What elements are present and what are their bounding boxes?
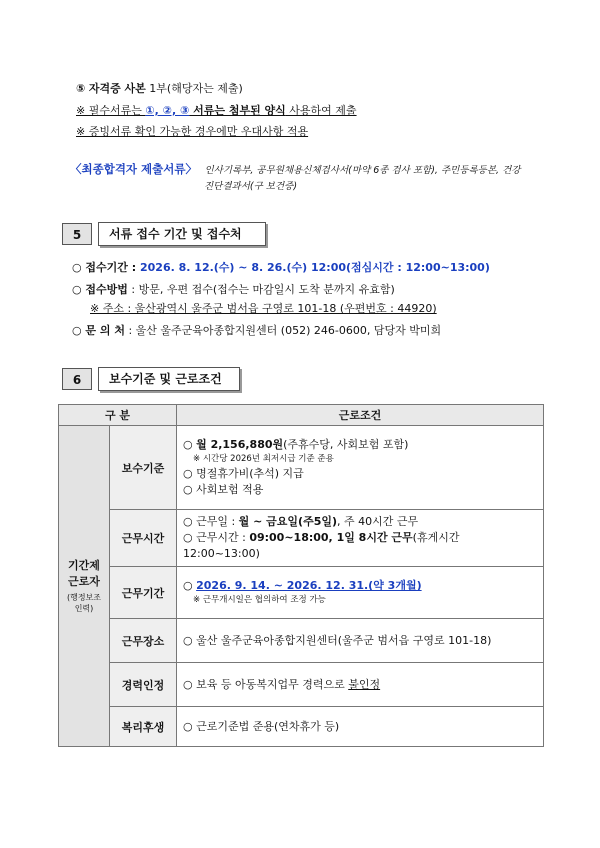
top-block — [76, 82, 556, 142]
worker-type-cell: 기간제 근로자 (행정보조 인력) — [59, 426, 110, 747]
final-docs — [70, 162, 560, 196]
header-condition: 근로조건 — [177, 405, 544, 426]
preference-note: ※ 증빙서류 확인 가능한 경우에만 우대사항 적용 — [76, 125, 309, 138]
table-row — [59, 619, 544, 663]
pay-cell: ○ 월 2,156,880원(주휴수당, 사회보험 포함) ※ 시간당 2026년 최저시급 기준 준용 ○ 명절휴가비(추석) 지급 ○ 사회보험 적용 — [177, 426, 544, 510]
period-value: 2026. 8. 12.(수) ~ 8. 26.(수) 12:00(점심시간 : 12:00~13:00) — [140, 261, 490, 274]
place-label: 근무장소 — [110, 619, 177, 663]
header-category: 구 분 — [59, 405, 177, 426]
table-row — [59, 426, 544, 510]
table-row — [59, 567, 544, 619]
table-header-row — [59, 405, 544, 426]
method-line: ○ 접수방법 : 방문, 우편 접수(접수는 마감일시 도착 분까지 유효함) — [72, 283, 395, 296]
section-5-title: 서류 접수 기간 및 접수처 — [98, 222, 266, 246]
final-docs-label: 〈최종합격자 제출서류〉 — [70, 162, 197, 176]
welfare-label: 복리후생 — [110, 707, 177, 747]
pay-label: 보수기준 — [110, 426, 177, 510]
table-row — [59, 663, 544, 707]
hours-label: 근무시간 — [110, 510, 177, 567]
required-docs-note: ※ 필수서류는 ①, ②, ③ 서류는 첨부된 양식 사용하여 제출 — [76, 104, 357, 117]
period-line: ○ 접수기간 : 2026. 8. 12.(수) ~ 8. 26.(수) 12:00(점심시간 : 12:00~13:00) — [72, 261, 490, 274]
period-label: 근무기간 — [110, 567, 177, 619]
welfare-cell: ○ 근로기준법 준용(연차휴가 등) — [177, 707, 544, 747]
section-5-number: 5 — [62, 223, 92, 245]
final-docs-text-1: 인사기록부, 공무원채용신체검사서(마약 6종 검사 포함), 주민등록등본, 건강 — [204, 165, 521, 176]
certificate-label: 자격증 사본 — [88, 82, 146, 95]
circled-5: ⑤ — [76, 82, 86, 95]
table-row — [59, 510, 544, 567]
place-cell: ○ 울산 울주군육아종합지원센터(울주군 범서읍 구영로 101-18) — [177, 619, 544, 663]
section-6-number: 6 — [62, 368, 92, 390]
hours-cell: ○ 근무일 : 월 ~ 금요일(주5일), 주 40시간 근무 ○ 근무시간 : 09:00~18:00, 1일 8시간 근무(휴게시간 12:00~13:00) — [177, 510, 544, 567]
certificate-rest: 1부(해당자는 제출) — [145, 82, 243, 95]
certificate-line — [76, 82, 243, 96]
career-label: 경력인정 — [110, 663, 177, 707]
section-5-body — [72, 261, 552, 341]
career-cell: ○ 보육 등 아동복지업무 경력으로 불인정 — [177, 663, 544, 707]
table-row — [59, 707, 544, 747]
period-cell: ○ 2026. 9. 14. ~ 2026. 12. 31.(약 3개월) ※ 근무개시일은 협의하여 조정 가능 — [177, 567, 544, 619]
address-line: ※ 주소 : 울산광역시 울주군 범서읍 구영로 101-18 (우편번호 : 44920) — [90, 302, 437, 315]
contact-line: ○ 문 의 처 : 울산 울주군육아종합지원센터 (052) 246-0600, 담당자 박미희 — [72, 324, 442, 337]
final-docs-text-2: 진단결과서(구 보건증) — [204, 181, 298, 192]
work-conditions-table — [58, 404, 544, 747]
section-6-title: 보수기준 및 근로조건 — [98, 367, 240, 391]
